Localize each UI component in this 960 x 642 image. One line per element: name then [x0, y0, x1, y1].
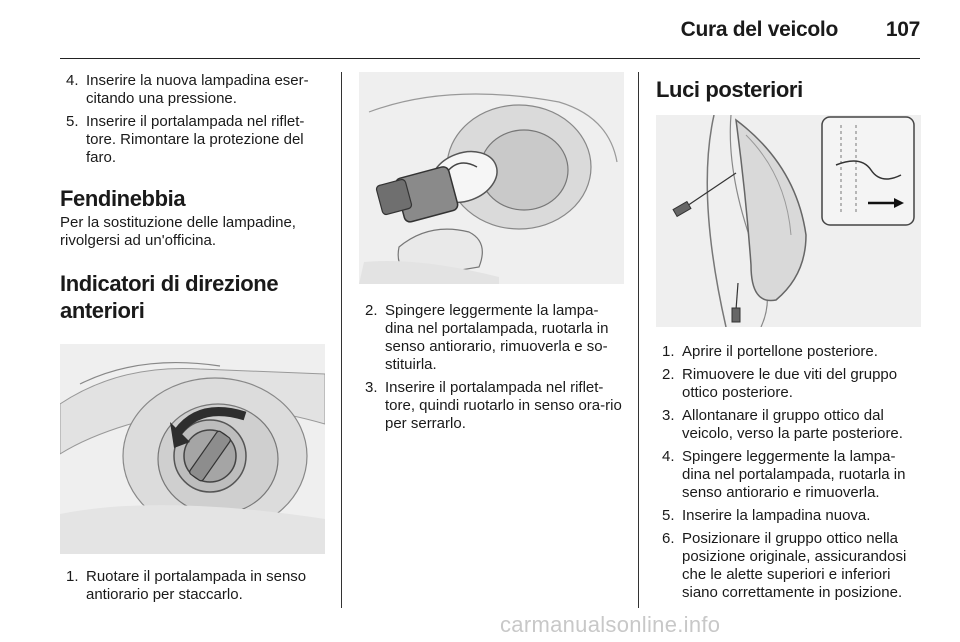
list-item: 2. Spingere leggermente la lampa-dina nel portalampada, ruotarla in senso antiorario, rimuoverla e so-stituirla.	[365, 302, 609, 373]
steps-list-bottom	[60, 568, 325, 604]
list-item: 6. Posizionare il gruppo ottico nella posizione originale, assicurandosi che le alette superiori e inferiori siano correttamente in posizione.	[662, 530, 907, 601]
column-3	[656, 72, 922, 607]
fog-heading: Fendinebbia	[60, 186, 186, 211]
list-item: 3. Inserire il portalampada nel riflet-tore, quindi ruotarlo in senso ora-rio per serrarlo.	[365, 379, 622, 432]
list-item: 4. Inserire la nuova lampadina eser-citando una pressione.	[66, 72, 309, 107]
steps-list-top	[60, 72, 325, 167]
watermark: carmanualsonline.info	[500, 612, 721, 637]
steps-list	[359, 302, 624, 433]
column-divider-1	[341, 72, 342, 608]
list-item: 1. Ruotare il portalampada in senso antiorario per staccarlo.	[66, 568, 307, 603]
column-divider-2	[638, 72, 639, 608]
list-item: 5. Inserire la lampadina nuova.	[662, 507, 871, 524]
list-item: 5. Inserire il portalampada nel riflet-tore. Rimontare la protezione del faro.	[66, 113, 305, 166]
rear-lights-heading: Luci posteriori	[656, 77, 803, 102]
indicator-illustration	[60, 344, 325, 554]
rear-light-illustration	[656, 115, 921, 327]
page-number: 107	[885, 18, 920, 41]
bulb-illustration	[359, 72, 624, 284]
header-rule	[60, 58, 920, 59]
list-item: 3. Allontanare il gruppo ottico dal veicolo, verso la parte posteriore.	[662, 407, 903, 442]
column-1	[60, 72, 325, 609]
indicators-heading: Indicatori di direzione anteriori	[60, 271, 279, 323]
list-item: 2. Rimuovere le due viti del gruppo ottico posteriore.	[662, 366, 898, 401]
list-item: 4. Spingere leggermente la lampa-dina nel portalampada, ruotarla in senso antiorario e rimuoverla.	[662, 448, 906, 501]
list-item: 1. Aprire il portellone posteriore.	[662, 343, 878, 360]
page-header	[60, 0, 920, 56]
section-title: Cura del veicolo	[680, 18, 838, 41]
fog-text: Per la sostituzione delle lampadine, rivolgersi ad un'officina.	[60, 214, 296, 249]
column-2	[359, 72, 624, 438]
steps-list	[656, 343, 922, 602]
